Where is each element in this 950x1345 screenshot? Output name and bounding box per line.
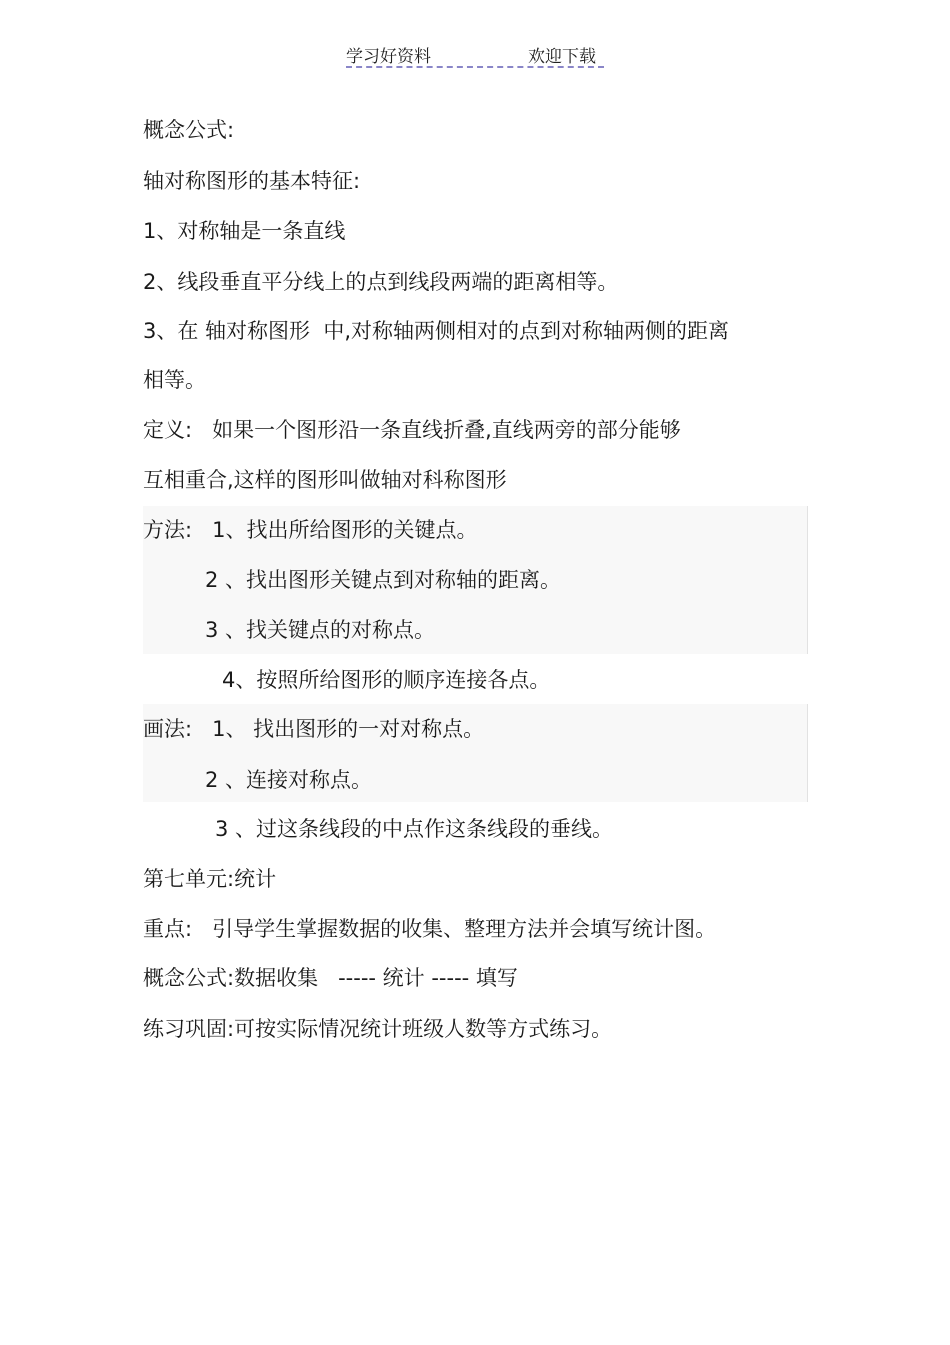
drawing-step-1: 画法: 1、 找出图形的一对对称点。: [143, 717, 485, 741]
key-point-line: 重点: 引导学生掌握数据的收集、整理方法并会填写统计图。: [143, 917, 717, 941]
page-header: [346, 40, 604, 68]
unit-seven-title: 第七单元:统计: [143, 867, 277, 891]
drawing-step-3: 3 、过这条线段的中点作这条线段的垂线。: [215, 817, 614, 841]
method-step-2: 2 、找出图形关键点到对称轴的距离。: [205, 568, 562, 592]
header-right-text: 欢迎下载: [528, 47, 596, 67]
header-left-text: 学习好资料: [346, 47, 431, 67]
feature-item-3-continued: 相等。: [143, 368, 206, 392]
feature-item-1: 1、对称轴是一条直线: [143, 219, 346, 243]
method-step-3: 3 、找关键点的对称点。: [205, 618, 436, 642]
method-step-4: 4、按照所给图形的顺序连接各点。: [222, 668, 551, 692]
definition-line: 定义: 如果一个图形沿一条直线折叠,直线两旁的部分能够: [143, 418, 681, 442]
feature-item-2: 2、线段垂直平分线上的点到线段两端的距离相等。: [143, 270, 619, 294]
drawing-step-2: 2 、连接对称点。: [205, 768, 373, 792]
method-step-1: 方法: 1、找出所给图形的关键点。: [143, 518, 478, 542]
concept-formula-heading: 概念公式:: [143, 118, 235, 142]
basic-features-heading: 轴对称图形的基本特征:: [143, 169, 361, 193]
concept-formula-line: 概念公式:数据收集 ----- 统计 ----- 填写: [143, 966, 518, 990]
feature-item-3: 3、在 轴对称图形 中,对称轴两侧相对的点到对称轴两侧的距离: [143, 319, 730, 343]
definition-line-continued: 互相重合,这样的图形叫做轴对科称图形: [143, 468, 507, 492]
practice-line: 练习巩固:可按实际情况统计班级人数等方式练习。: [143, 1017, 613, 1041]
